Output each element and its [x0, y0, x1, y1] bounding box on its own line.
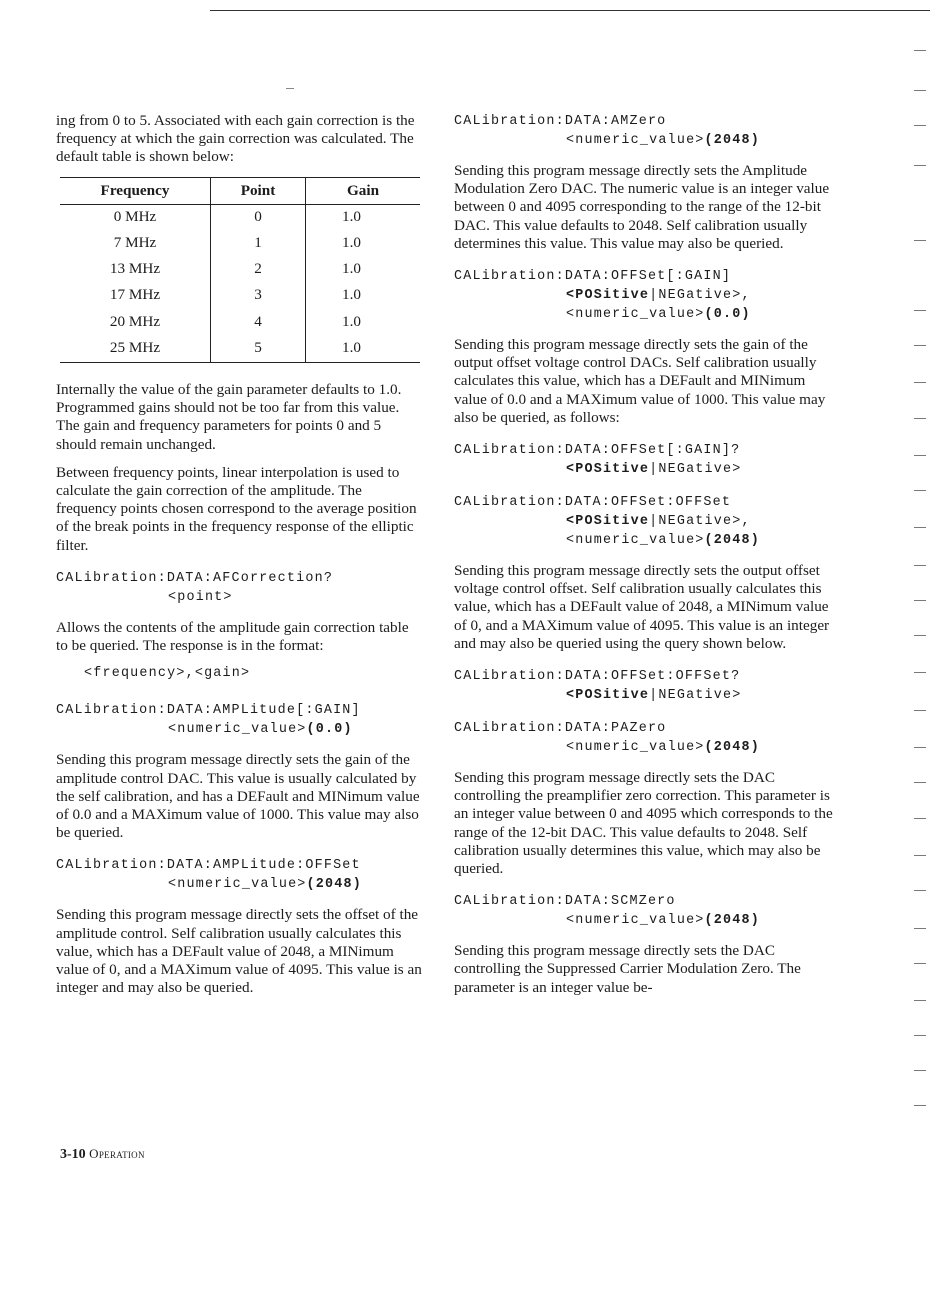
command-negative: |NEGative>,	[649, 514, 751, 530]
table-header-row	[60, 177, 420, 204]
scan-speck	[286, 88, 294, 89]
command-default: (2048)	[704, 133, 760, 148]
header-frequency: Frequency	[60, 177, 211, 204]
cell-point: 1	[211, 231, 306, 257]
gain-correction-table	[60, 177, 420, 363]
command-amplitude-offset	[56, 856, 424, 894]
command-default: (2048)	[704, 740, 760, 756]
cell-gain: 1.0	[342, 207, 361, 225]
command-parameter: <point>	[168, 589, 233, 605]
cell-frequency: 17 MHz	[109, 286, 161, 304]
command-syntax: CALibration:DATA:AMPLitude:OFFSet	[56, 858, 361, 874]
command-offset-offset	[454, 493, 834, 550]
cell-frequency: 7 MHz	[113, 234, 157, 252]
command-amplitude-gain	[56, 701, 424, 739]
command-syntax: CALibration:DATA:AMPLitude[:GAIN]	[56, 703, 361, 719]
left-column	[56, 112, 424, 1008]
cell-gain: 1.0	[306, 336, 421, 363]
table-row	[60, 283, 420, 309]
command-negative: |NEGative>	[649, 462, 742, 478]
command-default: (2048)	[704, 533, 760, 549]
command-default: (2048)	[704, 913, 760, 929]
command-offset-offset-query	[454, 667, 834, 705]
command-pazero	[454, 719, 834, 757]
cell-gain: 1.0	[342, 234, 361, 252]
command-offset-gain	[454, 267, 834, 324]
command-afcorrection	[56, 569, 424, 607]
command-syntax: CALibration:DATA:SCMZero	[454, 894, 676, 910]
cell-gain: 1.0	[342, 260, 361, 278]
paragraph: Internally the value of the gain parameter defaults to 1.0. Programmed gains should not be too far from this value. The gain and frequency parameters for points 0 and 5 should remain unchanged.	[56, 381, 402, 453]
command-syntax: CALibration:DATA:AMZero	[454, 114, 667, 129]
command-negative: |NEGative>,	[649, 288, 751, 304]
paragraph: Between frequency points, linear interpolation is used to calculate the gain correction of the amplitude. The frequency points chosen correspond to the average position of the break points in the frequency response of the elliptic filter.	[56, 463, 417, 554]
command-syntax: CALibration:DATA:OFFSet:OFFSet	[454, 495, 732, 511]
paragraph: ing from 0 to 5. Associated with each gain correction is the frequency at which the gain correction was calculated. The default table is shown below:	[56, 112, 415, 166]
page-number: 3-10	[60, 1147, 86, 1162]
cell-gain: 1.0	[342, 286, 361, 304]
paragraph: Sending this program message directly sets the gain of the amplitude control DAC. This value is usually calculated by the self calibration, and has a DEFault and MINimum value of 0.0 and a MAXimum value of 1000. This value may also be queried.	[56, 751, 420, 842]
cell-point: 3	[211, 283, 306, 309]
table-row	[60, 257, 420, 283]
paragraph: Sending this program message directly sets the output offset voltage control offset. Self calibration usually calculates this value, which has a DEFault value of 2048, a MINimum value of 0, and a MAXimum value of 4095. This value is an integer and may also be queried using the query shown below.	[454, 562, 830, 652]
command-positive: <POSitive	[566, 514, 650, 530]
page-footer	[60, 1146, 145, 1163]
command-syntax: CALibration:DATA:PAZero	[454, 721, 667, 737]
paragraph: Allows the contents of the amplitude gain correction table to be queried. The response is in the format:	[56, 618, 409, 655]
command-parameter: <numeric_value>	[168, 722, 307, 738]
response-format: <frequency>,<gain>	[84, 666, 251, 682]
command-syntax: CALibration:DATA:AFCorrection?	[56, 570, 334, 586]
right-column	[454, 112, 834, 1007]
command-default: (0.0)	[306, 722, 353, 738]
header-gain: Gain	[306, 177, 421, 204]
command-syntax: CALibration:DATA:OFFSet[:GAIN]	[454, 269, 732, 285]
paragraph: Sending this program message directly sets the gain of the output offset voltage control DACs. Self calibration usually calculates this value, which has a DEFault and MINimum value of 0.0 and a MAXimum value of 1000. This value may also be queried, as follows:	[454, 336, 826, 426]
command-positive: <POSitive	[566, 288, 650, 304]
command-syntax: CALibration:DATA:OFFSet[:GAIN]?	[454, 443, 741, 459]
table-row	[60, 204, 420, 231]
command-amzero	[454, 112, 834, 150]
top-rule	[210, 10, 930, 11]
command-parameter: <numeric_value>	[566, 307, 705, 323]
cell-point: 2	[211, 257, 306, 283]
cell-point: 0	[211, 204, 306, 231]
command-scmzero	[454, 892, 834, 930]
cell-point: 5	[211, 336, 306, 363]
table-row	[60, 231, 420, 257]
paragraph: Sending this program message directly sets the DAC controlling the Suppressed Carrier Modulation Zero. The parameter is an integer value be-	[454, 942, 801, 996]
command-default: (0.0)	[704, 307, 751, 323]
command-default: (2048)	[306, 877, 362, 893]
paragraph: Sending this program message directly sets the offset of the amplitude control. Self calibration usually calculates this value, which has a DEFault value of 2048, a MINimum value of 0, and a MAXimum value of 4095. This value is an integer and may also be queried.	[56, 906, 422, 997]
command-parameter: <numeric_value>	[566, 913, 705, 929]
cell-frequency: 13 MHz	[109, 260, 161, 278]
table-row	[60, 310, 420, 336]
command-parameter: <numeric_value>	[566, 133, 705, 148]
cell-frequency: 0 MHz	[113, 207, 157, 225]
cell-point: 4	[211, 310, 306, 336]
header-point: Point	[211, 177, 306, 204]
command-parameter: <numeric_value>	[566, 740, 705, 756]
table-row	[60, 336, 420, 363]
command-parameter: <numeric_value>	[566, 533, 705, 549]
command-negative: |NEGative>	[649, 688, 742, 704]
command-syntax: CALibration:DATA:OFFSet:OFFSet?	[454, 669, 741, 685]
command-positive: <POSitive	[566, 462, 650, 478]
cell-frequency: 20 MHz	[109, 312, 161, 330]
command-positive: <POSitive	[566, 688, 650, 704]
paragraph: Sending this program message directly sets the DAC controlling the preamplifier zero correction. This parameter is an integer value between 0 and 4095 which corresponds to the range of the 12-bit DAC. This value defaults to 2048. Self calibration usually determines this value, which may also be queried.	[454, 769, 833, 878]
command-offset-gain-query	[454, 441, 834, 479]
paragraph: Sending this program message directly sets the Amplitude Modulation Zero DAC. The numeric value is an integer value between 0 and 4095 corresponding to the range of the 12-bit DAC. This value defaults to 2048. Self calibration usually determines this value. This value may also be queried.	[454, 162, 830, 252]
cell-frequency: 25 MHz	[60, 336, 211, 363]
section-name: Operation	[89, 1146, 145, 1161]
cell-gain: 1.0	[342, 312, 361, 330]
command-parameter: <numeric_value>	[168, 877, 307, 893]
